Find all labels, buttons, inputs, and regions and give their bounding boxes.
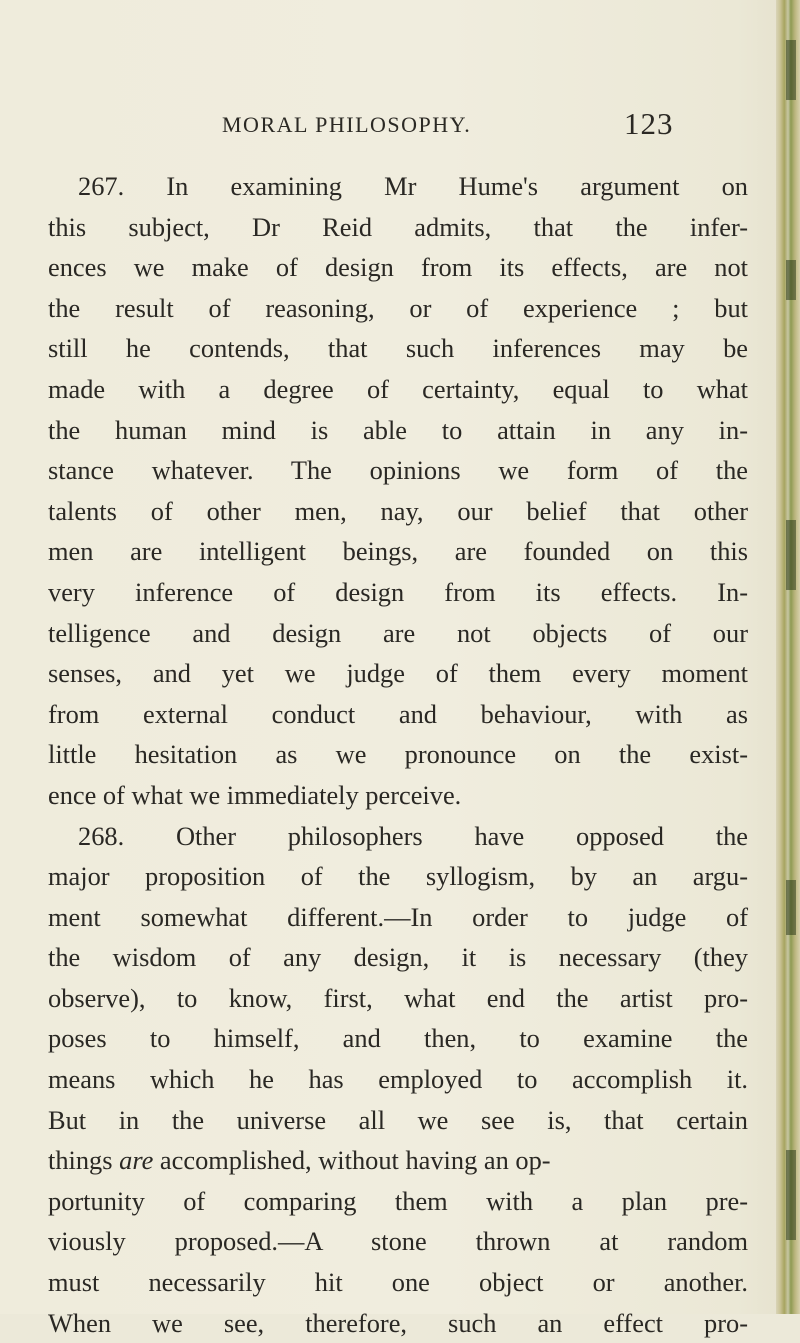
text-line: made with a degree of certainty, equal to what bbox=[48, 373, 748, 404]
spine-shadow bbox=[786, 40, 796, 100]
text-line: talents of other men, nay, our belief that other bbox=[48, 495, 748, 526]
text-line: viously proposed.—A stone thrown at random bbox=[48, 1226, 748, 1257]
text-segment: accomplished, without having an op- bbox=[153, 1145, 551, 1176]
text-line: 268. Other philosophers have opposed the bbox=[78, 820, 748, 851]
text-line: little hesitation as we pronounce on the exist- bbox=[48, 739, 748, 770]
text-line: major proposition of the syllogism, by an argu- bbox=[48, 861, 748, 892]
text-line: 267. In examining Mr Hume's argument on bbox=[78, 171, 748, 201]
text-line: ences we make of design from its effects, are not bbox=[48, 252, 748, 283]
running-title: MORAL PHILOSOPHY. bbox=[222, 112, 472, 137]
spine-shadow bbox=[786, 1150, 796, 1240]
text-line: poses to himself, and then, to examine the bbox=[48, 1023, 748, 1054]
spine-shadow bbox=[786, 520, 796, 590]
text-segment: things bbox=[48, 1145, 120, 1176]
text-line: the result of reasoning, or of experience ; but bbox=[48, 292, 748, 323]
page-number: 123 bbox=[624, 106, 674, 141]
text-line: must necessarily hit one object or another. bbox=[48, 1267, 748, 1298]
text-line: men are intelligent beings, are founded on this bbox=[48, 536, 748, 567]
text-line: the human mind is able to attain in any in- bbox=[48, 414, 748, 445]
text-line: ment somewhat different.—In order to judge of bbox=[48, 901, 748, 932]
book-spine-edge bbox=[776, 0, 800, 1314]
text-line: observe), to know, first, what end the artist pro- bbox=[48, 982, 748, 1013]
spine-shadow bbox=[786, 260, 796, 300]
text-line: very inference of design from its effects. In- bbox=[48, 576, 748, 607]
italic-word: are bbox=[119, 1145, 154, 1176]
text-line: this subject, Dr Reid admits, that the infer- bbox=[48, 211, 748, 242]
text-line: senses, and yet we judge of them every moment bbox=[48, 658, 748, 689]
text-line: stance whatever. The opinions we form of the bbox=[48, 455, 748, 486]
body-text bbox=[48, 166, 748, 1343]
running-head bbox=[0, 106, 760, 146]
text-line: portunity of comparing them with a plan pre- bbox=[48, 1185, 748, 1216]
text-line: from external conduct and behaviour, with as bbox=[48, 698, 748, 729]
text-line: When we see, therefore, such an effect pro- bbox=[48, 1307, 748, 1338]
text-line-with-italic bbox=[48, 1140, 748, 1181]
text-line: the wisdom of any design, it is necessary (they bbox=[48, 942, 748, 973]
text-line: means which he has employed to accomplish it. bbox=[48, 1064, 748, 1095]
text-line: telligence and design are not objects of our bbox=[48, 617, 748, 648]
spine-shadow bbox=[786, 880, 796, 935]
text-line: ence of what we immediately perceive. bbox=[48, 779, 462, 810]
text-line: But in the universe all we see is, that certain bbox=[48, 1104, 748, 1135]
text-line: still he contends, that such inferences may be bbox=[48, 333, 748, 364]
